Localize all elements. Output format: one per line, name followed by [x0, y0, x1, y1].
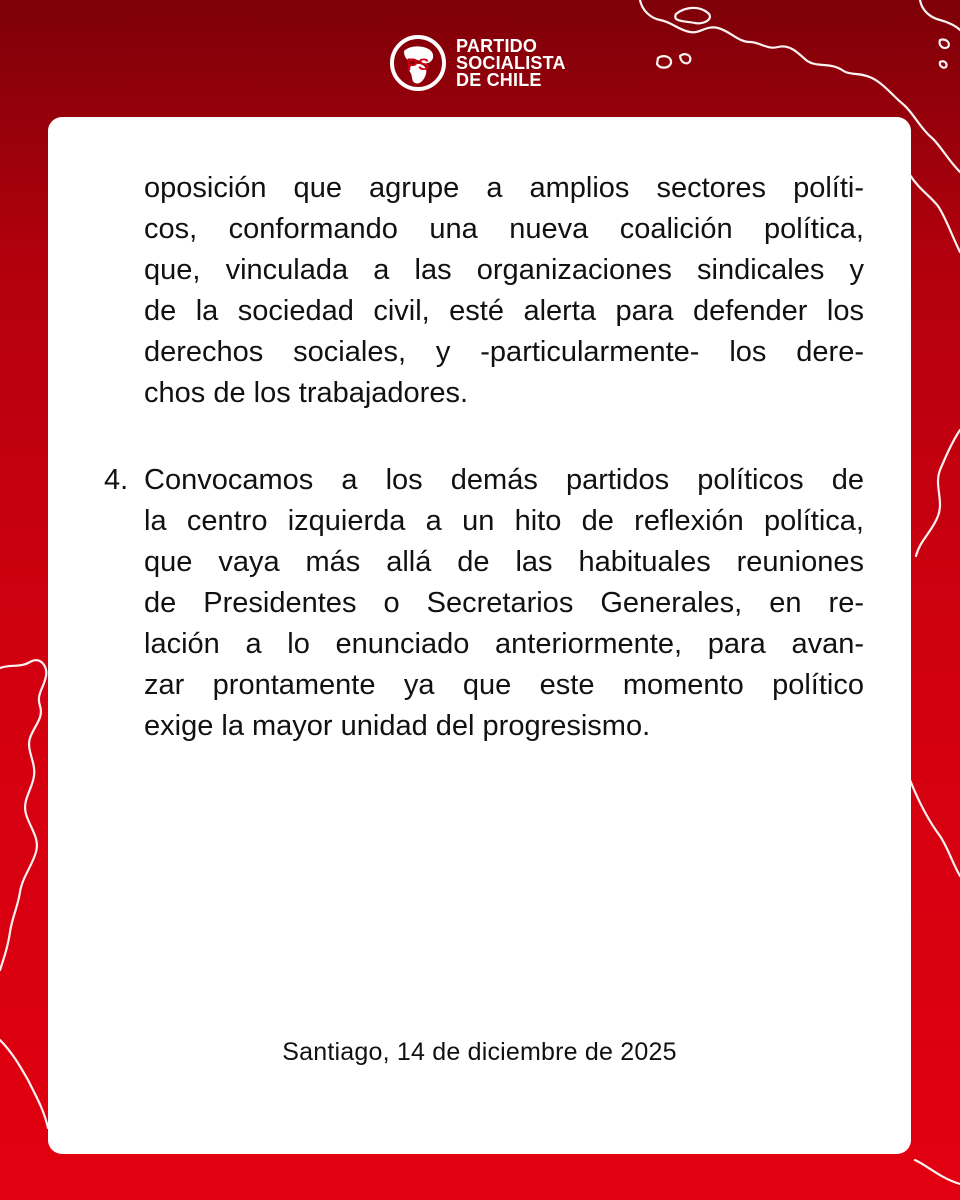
party-name-line-1: PARTIDO [456, 35, 538, 56]
party-name [456, 35, 566, 90]
ps-emblem-icon [388, 33, 448, 93]
south-america-bottom-outline [910, 780, 960, 876]
south-america-right-outline [910, 175, 960, 252]
party-name-line-2: SOCIALISTA [456, 52, 566, 73]
statement-continuation-paragraph [144, 168, 864, 414]
paragraph-line: oposición que agrupe a amplios sectores políti- [144, 172, 864, 204]
party-logo [388, 30, 566, 96]
caribbean-island-outline-4 [940, 61, 947, 67]
caribbean-island-outline-3 [940, 40, 949, 48]
item-line: exige la mayor unidad del progresismo. [144, 710, 651, 742]
paragraph-line: de la sociedad civil, esté alerta para defender los [144, 295, 864, 327]
party-name-line-3: DE CHILE [456, 69, 542, 90]
paragraph-line: que, vinculada a las organizaciones sindicales y [144, 254, 864, 286]
statement-card [48, 117, 911, 1154]
item-line: de Presidentes o Secretarios Generales, en re- [144, 587, 864, 619]
item-line: la centro izquierda a un hito de reflexión política, [144, 505, 864, 537]
north-america-coast-outline [920, 0, 960, 30]
item-line: Convocamos a los demás partidos políticos de [144, 464, 864, 496]
numbered-item-4 [104, 460, 864, 747]
south-america-lower-right-outline [916, 430, 960, 556]
antarctic-right-outline [915, 1160, 960, 1184]
item-line: que vaya más allá de las habituales reuniones [144, 546, 864, 578]
place-and-date: Santiago, 14 de diciembre de 2025 [282, 1038, 677, 1066]
paragraph-line: derechos sociales, y -particularmente- los dere- [144, 336, 864, 368]
caribbean-island-outline-2 [680, 54, 690, 63]
item-number: 4. [104, 464, 129, 496]
item-line: lación a lo enunciado anteriormente, para avan- [144, 628, 864, 660]
item-line: zar prontamente ya que este momento político [144, 669, 864, 701]
caribbean-island-outline [657, 56, 671, 67]
africa-left-outline [0, 660, 46, 970]
ps-emblem-letters: PS [406, 55, 430, 74]
africa-bottom-outline [0, 1040, 48, 1128]
paragraph-line: cos, conformando una nueva coalición política, [144, 213, 864, 245]
paragraph-line: chos de los trabajadores. [144, 377, 469, 409]
north-america-lakes-outline [675, 8, 710, 23]
